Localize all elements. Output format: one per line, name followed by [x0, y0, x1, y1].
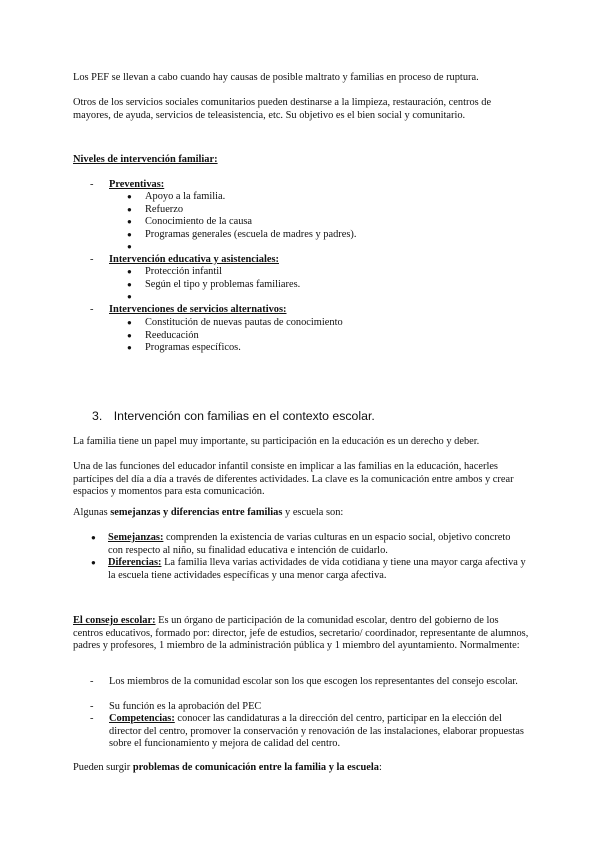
bullet-icon: ●	[127, 279, 132, 289]
level-title: Intervención educativa y asistenciales:	[109, 254, 279, 265]
bullet-icon: ●	[127, 242, 132, 252]
bullet-icon: ●	[127, 192, 132, 201]
bold-term: semejanzas y diferencias entre familias	[110, 507, 283, 518]
dash-marker: -	[90, 254, 94, 265]
dash-marker: -	[90, 304, 94, 315]
paragraph-educador: Una de las funciones del educador infantil consiste en implicar a las familias en la educación, hacerles partícipes del día a día a través de diferentes actividades. La clave es la comunicación entre ambos y crear espacios y momentos para esta comunicación.	[73, 461, 514, 498]
bullet-icon: ●	[127, 318, 132, 327]
paragraph-familia: La familia tiene un papel muy importante, su participación en la educación es un derecho y deber.	[73, 436, 480, 447]
term: Competencias:	[109, 713, 175, 724]
bullet-icon: ●	[127, 217, 132, 227]
bullet-icon: ●	[91, 558, 96, 567]
bullet-icon: ●	[127, 229, 132, 239]
bullet-icon: ●	[127, 292, 132, 302]
paragraph-pef: Los PEF se llevan a cabo cuando hay causas de posible maltrato y familias en proceso de ruptura.	[73, 72, 479, 83]
bullet-icon: ●	[127, 204, 132, 214]
section-title: Intervención con familias en el contexto escolar.	[113, 409, 375, 423]
bullet-icon: ●	[127, 343, 132, 353]
paragraph-problemas: Pueden surgir problemas de comunicación entre la familia y la escuela:	[73, 762, 382, 773]
heading-niveles: Niveles de intervención familiar:	[73, 154, 218, 165]
section-3-heading	[92, 410, 375, 423]
level-title: Preventivas:	[109, 179, 165, 190]
paragraph-consejo: El consejo escolar: Es un órgano de participación de la comunidad escolar, dentro del gobierno de los centros educativos, formado por: director, jefe de estudios, secretario/ coordinador, representante de alumnos, padres y profesores, 1 miembro de la administración pública y 1 miembro del ayuntamiento. Normalmente:	[73, 615, 529, 652]
paragraph-algunas: Algunas semejanzas y diferencias entre familias y escuela son:	[73, 507, 344, 518]
document-page: Los PEF se llevan a cabo cuando hay causas de posible maltrato y familias en proceso de ruptura. Otros de los servicios sociales comunitarios pueden destinarse a la limpieza, restauración, centros de mayores, de ayuda, servicios de teleasistencia, etc. Su objetivo es el bien social y comunitario. Niveles de intervención familiar: - Preventivas: ● Apoyo a la familia. ● Refuerzo ● Conocimiento de la causa ● Programas generales (escuela de madres y padres). ● - Intervención educativa y asistenciales: ● Protección infantil ● Según el tipo y problemas familiares. ● - Intervenciones de servicios alternativos: ● Constitución de nuevas pautas de conocimiento ● Reeducación ● Programas específicos. 3. Intervención con familias en el contexto escolar. La familia tiene un papel muy importante, su participación en la educación es un derecho y deber. Una de las funciones del educador infantil consiste en implicar a las familias en la educación, hacerles partícipes del día a día a través de diferentes actividades. La clave es la comunicación entre ambos y crear espacios y momentos para esta comunicación. Algunas semejanzas y diferencias entre familias y escuela son: ● Semejanzas: comprenden la existencia de varias culturas en un espacio social, objetivo concreto con respecto al niño, su finalidad educativa e intención de cuidarlo. ● Diferencias: La familia lleva varias actividades de vida cotidiana y tiene una mayor carga afectiva y la escuela tiene actividades específicas y una menor carga afectiva. El consejo escolar: Es un órgano de participación de la comunidad escolar, dentro del gobierno de los centros educativos, formado por: director, jefe de estudios, secretario/ coordinador, representante de alumnos, padres y profesores, 1 miembro de la administración pública y 1 miembro del ayuntamiento. Normalmente: - Los miembros de la comunidad escolar son los que escogen los representantes del consejo escolar. - Su función es la aprobación del PEC - Competencias: conocer las candidaturas a la dirección del centro, participar en la elección del director del centro, promover la conservación y renovación de las instalaciones, elaborar propuestas sobre el funcionamiento y mejora de calidad del centro. Pueden surgir problemas de comunicación entre la familia y la escuela:	[0, 0, 600, 848]
section-number: 3.	[92, 409, 103, 423]
dash-marker: -	[90, 713, 94, 724]
term: Semejanzas:	[108, 532, 164, 543]
bullet-icon: ●	[127, 330, 132, 340]
term: El consejo escolar:	[73, 615, 156, 626]
dash-marker: -	[90, 179, 94, 190]
paragraph-servicios: Otros de los servicios sociales comunitarios pueden destinarse a la limpieza, restauración, centros de mayores, de ayuda, servicios de teleasistencia, etc. Su objetivo es el bien social y comunitario.	[73, 97, 492, 121]
bullet-icon: ●	[91, 533, 96, 542]
bullet-icon: ●	[127, 267, 132, 276]
bold-term: problemas de comunicación entre la familia y la escuela	[132, 762, 379, 773]
level-title: Intervenciones de servicios alternativos:	[109, 304, 287, 315]
dash-marker: -	[90, 676, 94, 687]
dash-marker: -	[90, 701, 94, 712]
term: Diferencias:	[108, 557, 162, 568]
